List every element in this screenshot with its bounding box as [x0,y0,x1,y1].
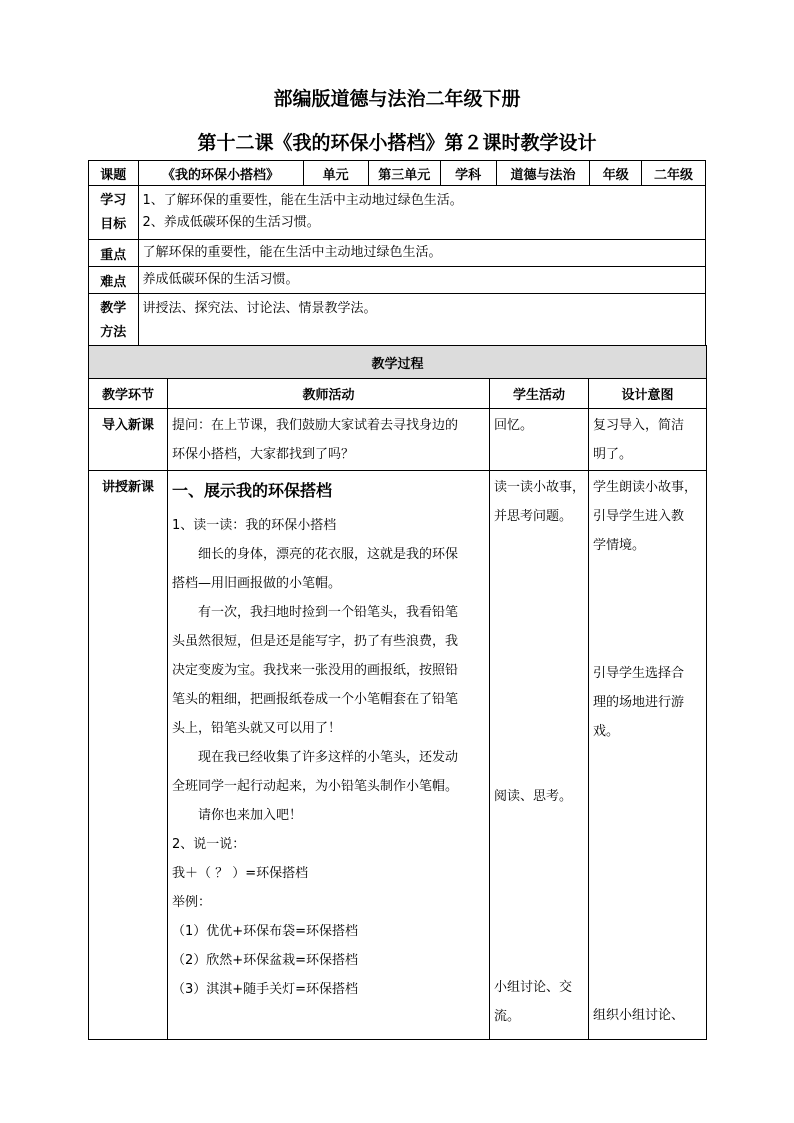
teacher-activity-intro [168,409,490,471]
text-line: 笔头的粗细，把画报纸卷成一个小笔帽套在了铅笔 [172,692,459,707]
design-block-3 [593,1001,707,1030]
difficulty-value: 养成低碳环保的生活习惯。 [138,267,705,294]
design-intent-intro [589,409,707,471]
goals-label [89,186,139,240]
text-line: 头虽然很短，但是还是能写字，扔了有些浪费，我 [172,634,459,649]
section-heading: 一、展示我的环保搭档 [172,481,333,500]
stage-teach: 讲授新课 [89,471,168,1040]
method-label-line-1: 教学 [100,301,127,316]
goals-label-line-2: 目标 [100,217,127,232]
goal-item: 2、养成低碳环保的生活习惯。 [142,215,320,230]
col-header-teacher: 教师活动 [168,379,490,409]
text-line: 小组讨论、交 [494,980,573,995]
col-header-student: 学生活动 [490,379,589,409]
xueke-label: 学科 [440,161,496,186]
keti-value: 《我的环保小搭档》 [138,161,303,186]
text-line: 请你也来加入吧！ [198,808,303,823]
student-block-1 [494,473,589,531]
text-line: （1）优优+环保布袋=环保搭档 [172,924,359,939]
text-line: 现在我已经收集了许多这样的小笔头，还发动 [198,750,459,765]
text-line: 2、说一说： [172,837,246,852]
text-line: 复习导入，简洁 [593,418,685,433]
student-activity-teach [490,471,589,1040]
text-line: 有一次，我扫地时捡到一个铅笔头，我看铅笔 [198,605,459,620]
text-line: 提问：在上节课，我们鼓励大家试着去寻找身边的 [172,418,459,433]
process-table [88,345,707,1040]
text-line: 举例： [172,895,212,910]
col-header-design: 设计意图 [589,379,707,409]
goal-item: 1、了解环保的重要性，能在生活中主动地过绿色生活。 [142,193,463,208]
text-line: 搭档—用旧画报做的小笔帽。 [172,576,342,591]
text-line: 学情境。 [593,538,646,553]
text-line: 理的场地进行游 [593,695,685,710]
student-activity-intro: 回忆。 [490,409,589,471]
student-block-3 [494,973,589,1031]
process-title: 教学过程 [89,346,707,379]
text-line: 戏。 [593,724,620,739]
text-line: 并思考问题。 [494,509,573,524]
col-header-stage: 教学环节 [89,379,168,409]
text-line: 我＋（ ？ ）=环保搭档 [172,866,309,881]
text-line: 细长的身体，漂亮的花衣服，这就是我的环保 [198,547,459,562]
design-block-2 [593,659,707,746]
key-value: 了解环保的重要性，能在生活中主动地过绿色生活。 [138,240,705,267]
method-value: 讲授法、探究法、讨论法、情景教学法。 [138,294,705,346]
method-label [89,294,139,346]
text-line: 环保小搭档，大家都找到了吗？ [172,447,355,462]
keti-label: 课题 [89,161,139,186]
goals-content [138,186,705,240]
design-intent-teach [589,471,707,1040]
info-table [88,160,706,346]
text-line: （2）欣然+环保盆栽=环保搭档 [172,953,359,968]
text-line: 阅读、思考。 [494,789,573,804]
difficulty-label: 难点 [89,267,139,294]
method-label-line-2: 方法 [100,325,127,340]
text-line: 明了。 [593,447,633,462]
text-line: 流。 [494,1009,521,1024]
document-title: 部编版道德与法治二年级下册 [273,88,521,110]
xueke-value: 道德与法治 [496,161,590,186]
goals-label-line-1: 学习 [100,193,127,208]
text-line: 全班同学一起行动起来，为小铅笔头制作小笔帽。 [172,779,459,794]
danyuan-value: 第三单元 [368,161,440,186]
key-label: 重点 [89,240,139,267]
design-block-1 [593,473,707,560]
text-line: 引导学生进入教 [593,509,685,524]
nianji-value: 二年级 [641,161,705,186]
text-line: 读一读小故事， [494,480,586,495]
stage-intro: 导入新课 [89,409,168,471]
text-line: 决定变废为宝。我找来一张没用的画报纸，按照铅 [172,663,459,678]
text-line: 组织小组讨论、 [593,1008,685,1023]
student-block-2 [494,782,589,811]
danyuan-label: 单元 [303,161,368,186]
text-line: 学生朗读小故事， [593,480,698,495]
teacher-activity-teach [168,471,490,1040]
nianji-label: 年级 [590,161,642,186]
text-line: 头上，铅笔头就又可以用了！ [172,721,342,736]
text-line: 引导学生选择合 [593,666,685,681]
text-line: （3）淇淇+随手关灯=环保搭档 [172,982,359,997]
lesson-title: 第十二课《我的环保小搭档》第２课时教学设计 [197,132,597,154]
text-line: 1、读一读：我的环保小搭档 [172,518,337,533]
